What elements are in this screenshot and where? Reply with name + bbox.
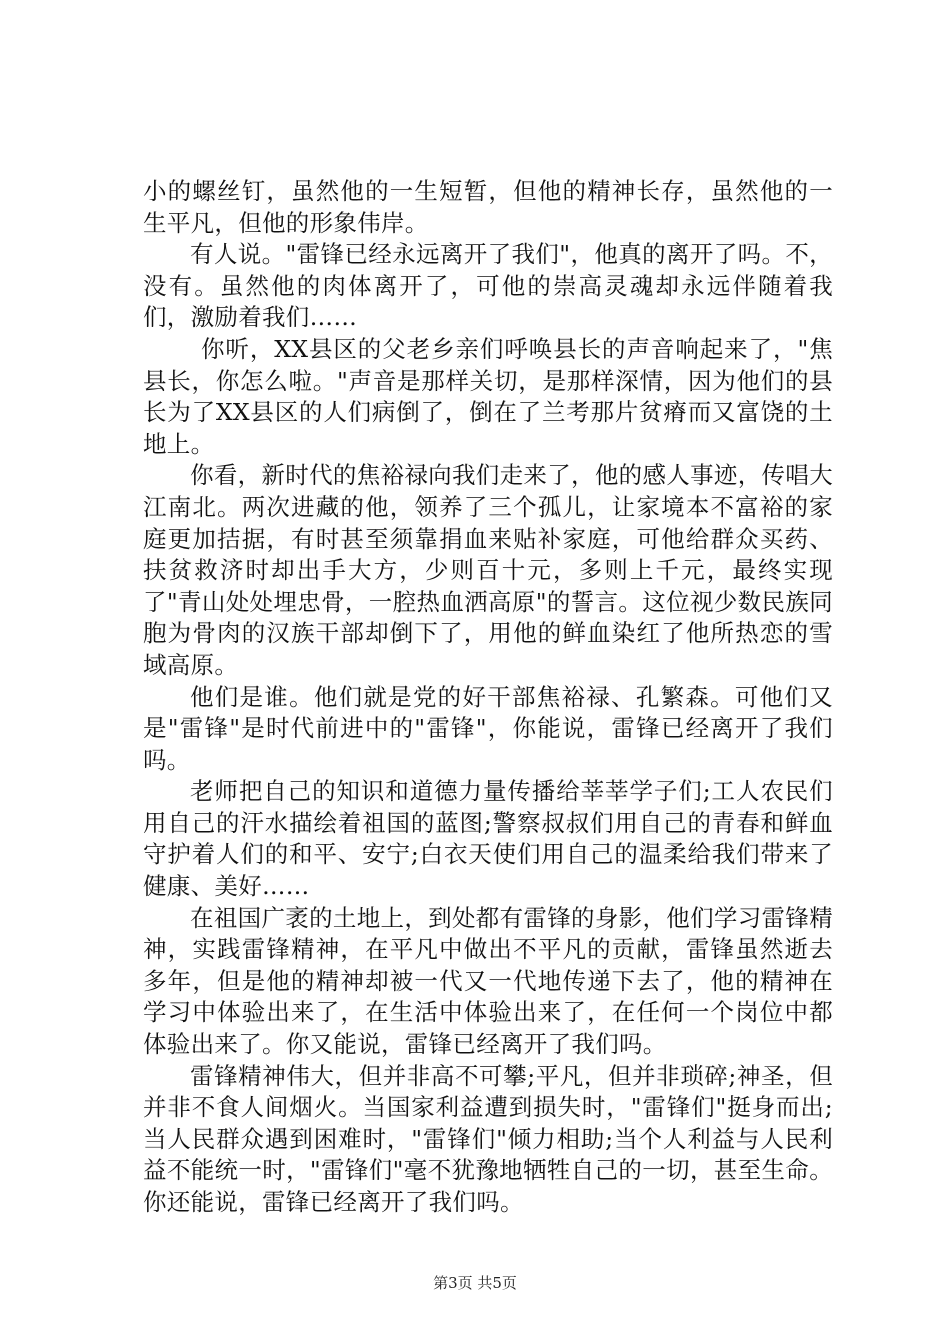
paragraph-you-listen: 你听，XX县区的父老乡亲们呼唤县长的声音响起来了，"焦县长，你怎么啦。"声音是那样关切，是那样深情，因为他们的县长为了XX县区的人们病倒了，倒在了兰考那片贫瘠而又富饶的土地上。 <box>143 334 833 458</box>
paragraph-you-see: 你看，新时代的焦裕禄向我们走来了，他的感人事迹，传唱大江南北。两次进藏的他，领养了三个孤儿，让家境本不富裕的家庭更加拮据，有时甚至须靠捐血来贴补家庭，可他给群众买药、扶贫救济时却出手大方，少则百十元，多则上千元，最终实现了"青山处处埋忠骨，一腔热血洒高原"的誓言。这位视少数民族同胞为骨肉的汉族干部却倒下了，用他的鲜血染红了他所热恋的雪域高原。 <box>143 461 833 679</box>
page-number-footer: 第3页 共5页 <box>433 1274 517 1292</box>
paragraph-who-are-they: 他们是谁。他们就是党的好干部焦裕禄、孔繁森。可他们又是"雷锋"是时代前进中的"雷锋"，你能说，雷锋已经离开了我们吗。 <box>143 682 833 774</box>
paragraph-lei-feng-spirit: 雷锋精神伟大，但并非高不可攀;平凡，但并非琐碎;神圣，但并非不食人间烟火。当国家利益遭到损失时，"雷锋们"挺身而出;当人民群众遇到困难时，"雷锋们"倾力相助;当个人利益与人民利益不能统一时，"雷锋们"毫不犹豫地牺牲自己的一切，甚至生命。你还能说，雷锋已经离开了我们吗。 <box>143 1061 833 1216</box>
paragraph-vast-land: 在祖国广袤的土地上，到处都有雷锋的身影，他们学习雷锋精神，实践雷锋精神，在平凡中做出不平凡的贡献，雷锋虽然逝去多年，但是他的精神却被一代又一代地传递下去了，他的精神在学习中体验出来了，在生活中体验出来了，在任何一个岗位中都体验出来了。你又能说，雷锋已经离开了我们吗。 <box>143 903 833 1059</box>
paragraph-teachers: 老师把自己的知识和道德力量传播给莘莘学子们;工人农民们用自己的汗水描绘着祖国的蓝图;警察叔叔们用自己的青春和鲜血守护着人们的和平、安宁;白衣天使们用自己的温柔给我们带来了健康、美好…… <box>143 777 833 901</box>
paragraph-continuation: 小的螺丝钉，虽然他的一生短暂，但他的精神长存，虽然他的一生平凡，但他的形象伟岸。 <box>143 177 833 237</box>
document-body <box>143 176 833 1219</box>
paragraph-someone-said: 有人说。"雷锋已经永远离开了我们"，他真的离开了吗。不，没有。虽然他的肉体离开了，可他的崇高灵魂却永远伴随着我们，激励着我们…… <box>143 240 833 332</box>
